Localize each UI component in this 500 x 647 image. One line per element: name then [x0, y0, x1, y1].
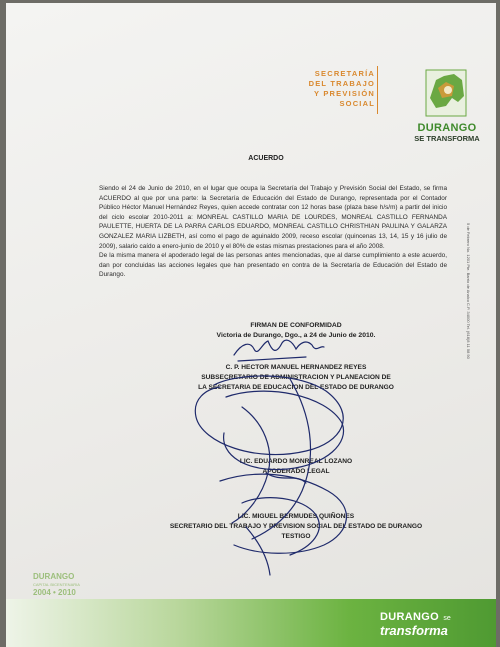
body-paragraph: De la misma manera el apoderado legal de las personas antes mencionadas, que al darse cumplimiento a este acuerdo, dan por concluidas las acciones legales que han presentado en contra de la Secretaría de Educación del Estado de Durango. [99, 252, 447, 279]
side-address: 5 de Febrero No. 1201 Pte. Barrio de Analco C.P. 34000 Tel. (618)8 11 58 90 [466, 223, 471, 359]
body-paragraph: Siendo el 24 de Junio de 2010, en el lugar que ocupa la Secretaría del Trabajo y Previsión Social del Estado, se firma ACUERDO al que por una parte: la Secretaría de Educación del Estado de Durango, representada por el Contador Público Héctor Manuel Hernández Reyes, quien accede contratar con 12 horas base (plaza base h/s/m) a partir del inicio del ciclo escolar 2010-2011 a: MONREAL CASTILLO MARIA DE LOURDES, MONREAL CASTILLO FERNANDA PAULETTE, HUERTA DE LA PARRA CARLOS EDUARDO, MONREAL CASTILLO CHRISTHIAN PAULINA Y GALARZA GONZALEZ MARIA LIZBETH, así como el pago de aguinaldo 2009, receso escolar (quincenas 13, 14, 15 y 16 julio de 2009), salario caído a enero-junio de 2010 y el 80% de estas mismas prestaciones para el año 2008. [99, 185, 447, 250]
secretaria-line: SOCIAL [339, 99, 375, 108]
handwritten-signatures [6, 3, 496, 647]
document-page [6, 3, 496, 647]
durango-brand-name: DURANGO [417, 122, 477, 134]
footer-brand-se: se [443, 615, 451, 622]
signer-3-title: SECRETARIO DEL TRABAJO Y PREVISION SOCIAL DEL ESTADO DE DURANGO [169, 522, 423, 530]
document-title: ACUERDO [248, 155, 284, 162]
signer-3-name: LIC. MIGUEL BERMUDES QUIÑONES [237, 513, 355, 520]
signer-2-name: LIC. EDUARDO MONREAL LOZANO [239, 458, 353, 465]
footer-brand-name: DURANGO [380, 611, 439, 623]
signer-3-role: TESTIGO [281, 532, 311, 540]
footer-brand-transforma: transforma [380, 623, 448, 638]
bicentenario-logo [33, 573, 103, 597]
bicentenario-word: DURANGO [33, 572, 75, 581]
bicentenario-years: 2004 • 2010 [33, 588, 76, 597]
signer-1-name: C. P. HECTOR MANUEL HERNANDEZ REYES [225, 364, 367, 371]
place-date: Victoria de Durango, Dgo., a 24 de Junio de 2010. [216, 332, 376, 339]
signer-2-title: APODERADO LEGAL [262, 467, 330, 475]
signer-1-title: LA SECRETARIA DE EDUCACION DEL ESTADO DE DURANGO [198, 383, 394, 391]
footer-brand-logo [380, 607, 490, 638]
bicentenario-subtitle: CAPITAL BICENTENARIA [33, 582, 80, 587]
durango-brand-tagline: SE TRANSFORMA [414, 134, 480, 143]
signature-heading: FIRMAN DE CONFORMIDAD [250, 322, 342, 329]
secretaria-line: Y PREVISIÓN [314, 89, 375, 98]
secretaria-line: SECRETARÍA [314, 69, 375, 78]
signer-1-title: SUBSECRETARIO DE ADMINISTRACION Y PLANEACION DE [201, 373, 391, 381]
secretaria-line: DEL TRABAJO [308, 79, 375, 88]
